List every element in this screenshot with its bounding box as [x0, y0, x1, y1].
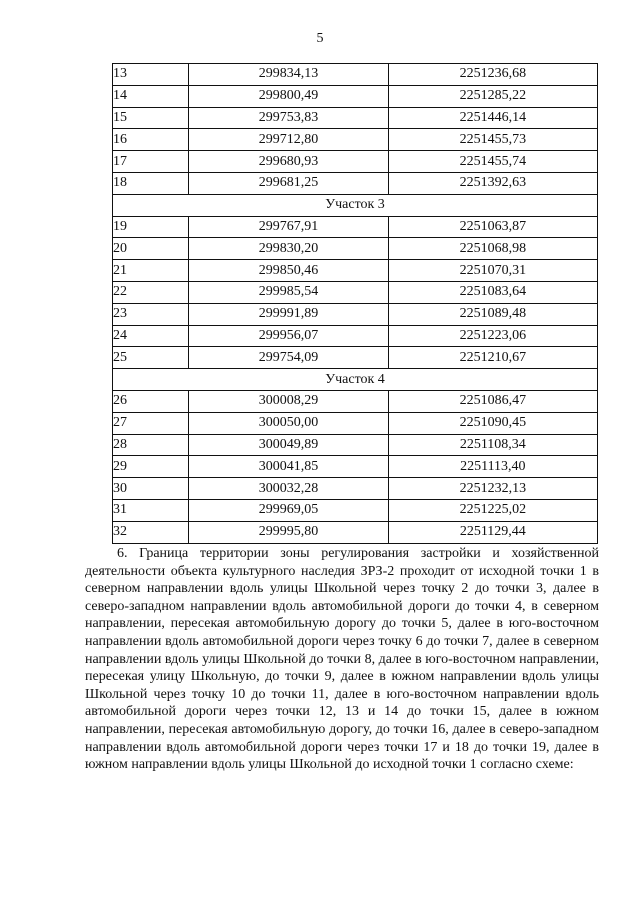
y-coordinate: 2251285,22 — [388, 85, 597, 107]
point-number: 23 — [113, 303, 189, 325]
point-number: 21 — [113, 260, 189, 282]
y-coordinate: 2251083,64 — [388, 281, 597, 303]
point-number: 20 — [113, 238, 189, 260]
x-coordinate: 299681,25 — [189, 172, 388, 194]
point-number: 18 — [113, 172, 189, 194]
x-coordinate: 299680,93 — [189, 151, 388, 173]
coordinates-table — [112, 63, 598, 544]
y-coordinate: 2251210,67 — [388, 347, 597, 369]
table-row — [113, 412, 598, 434]
point-number: 15 — [113, 107, 189, 129]
x-coordinate: 300041,85 — [189, 456, 388, 478]
point-number: 16 — [113, 129, 189, 151]
table-row — [113, 151, 598, 173]
table-row — [113, 456, 598, 478]
table-row — [113, 216, 598, 238]
x-coordinate: 299712,80 — [189, 129, 388, 151]
table-row — [113, 129, 598, 151]
y-coordinate: 2251090,45 — [388, 412, 597, 434]
section-title: Участок 4 — [113, 369, 598, 391]
x-coordinate: 299969,05 — [189, 499, 388, 521]
page-number: 5 — [316, 31, 324, 46]
table-row — [113, 64, 598, 86]
table-row — [113, 347, 598, 369]
x-coordinate: 300049,89 — [189, 434, 388, 456]
point-number: 13 — [113, 64, 189, 86]
boundary-description-text: 6. Граница территории зоны регулирования застройки и хозяйственной деятельности объекта культурного наследия ЗРЗ-2 проходит от исходной точки 1 в северном направлении вдоль улицы Школьной через точку 2 до точки 3, далее в северо-западном направлении вдоль автомобильной дороги до точки 4, в северном направлении, пересекая автомобильную дорогу до точки 5, далее в юго-восточном направлении вдоль автомобильной дороги через точку 6 до точки 7, далее в северном направлении вдоль улицы Школьной до точки 8, далее в юго-восточном направлении, пересекая улицу Школьную, до точки 9, далее в южном направлении вдоль улицы Школьной через точку 10 до точки 11, далее в юго-восточном направлении вдоль автомобильной дороги через точки 12, 13 и 14 до точки 15, далее в южном направлении, пересекая автомобильную дорогу, до точки 16, далее в северо-западном направлении вдоль автомобильной дороги через точки 17 и 18 до точки 19, далее в южном направлении вдоль улицы Школьной до исходной точки 1 согласно схеме: — [85, 546, 599, 773]
coordinates-table-body — [113, 64, 598, 544]
y-coordinate: 2251223,06 — [388, 325, 597, 347]
table-row — [113, 172, 598, 194]
section-row — [113, 369, 598, 391]
y-coordinate: 2251063,87 — [388, 216, 597, 238]
y-coordinate: 2251113,40 — [388, 456, 597, 478]
y-coordinate: 2251455,73 — [388, 129, 597, 151]
x-coordinate: 299956,07 — [189, 325, 388, 347]
table-row — [113, 303, 598, 325]
table-row — [113, 499, 598, 521]
y-coordinate: 2251070,31 — [388, 260, 597, 282]
x-coordinate: 299985,54 — [189, 281, 388, 303]
x-coordinate: 300032,28 — [189, 478, 388, 500]
y-coordinate: 2251446,14 — [388, 107, 597, 129]
boundary-description — [85, 545, 599, 774]
x-coordinate: 299995,80 — [189, 521, 388, 543]
x-coordinate: 299830,20 — [189, 238, 388, 260]
point-number: 25 — [113, 347, 189, 369]
point-number: 27 — [113, 412, 189, 434]
y-coordinate: 2251086,47 — [388, 390, 597, 412]
y-coordinate: 2251232,13 — [388, 478, 597, 500]
table-row — [113, 85, 598, 107]
point-number: 26 — [113, 390, 189, 412]
table-row — [113, 325, 598, 347]
x-coordinate: 299850,46 — [189, 260, 388, 282]
table-row — [113, 521, 598, 543]
y-coordinate: 2251455,74 — [388, 151, 597, 173]
x-coordinate: 299753,83 — [189, 107, 388, 129]
point-number: 31 — [113, 499, 189, 521]
y-coordinate: 2251236,68 — [388, 64, 597, 86]
point-number: 29 — [113, 456, 189, 478]
x-coordinate: 299991,89 — [189, 303, 388, 325]
table-row — [113, 390, 598, 412]
table-row — [113, 260, 598, 282]
point-number: 24 — [113, 325, 189, 347]
x-coordinate: 299767,91 — [189, 216, 388, 238]
point-number: 30 — [113, 478, 189, 500]
table-row — [113, 238, 598, 260]
y-coordinate: 2251108,34 — [388, 434, 597, 456]
point-number: 17 — [113, 151, 189, 173]
x-coordinate: 300008,29 — [189, 390, 388, 412]
table-row — [113, 434, 598, 456]
point-number: 14 — [113, 85, 189, 107]
y-coordinate: 2251225,02 — [388, 499, 597, 521]
point-number: 28 — [113, 434, 189, 456]
point-number: 22 — [113, 281, 189, 303]
point-number: 19 — [113, 216, 189, 238]
table-row — [113, 107, 598, 129]
y-coordinate: 2251392,63 — [388, 172, 597, 194]
section-title: Участок 3 — [113, 194, 598, 216]
y-coordinate: 2251129,44 — [388, 521, 597, 543]
x-coordinate: 300050,00 — [189, 412, 388, 434]
section-row — [113, 194, 598, 216]
x-coordinate: 299834,13 — [189, 64, 388, 86]
table-row — [113, 281, 598, 303]
x-coordinate: 299800,49 — [189, 85, 388, 107]
table-row — [113, 478, 598, 500]
x-coordinate: 299754,09 — [189, 347, 388, 369]
point-number: 32 — [113, 521, 189, 543]
y-coordinate: 2251089,48 — [388, 303, 597, 325]
y-coordinate: 2251068,98 — [388, 238, 597, 260]
